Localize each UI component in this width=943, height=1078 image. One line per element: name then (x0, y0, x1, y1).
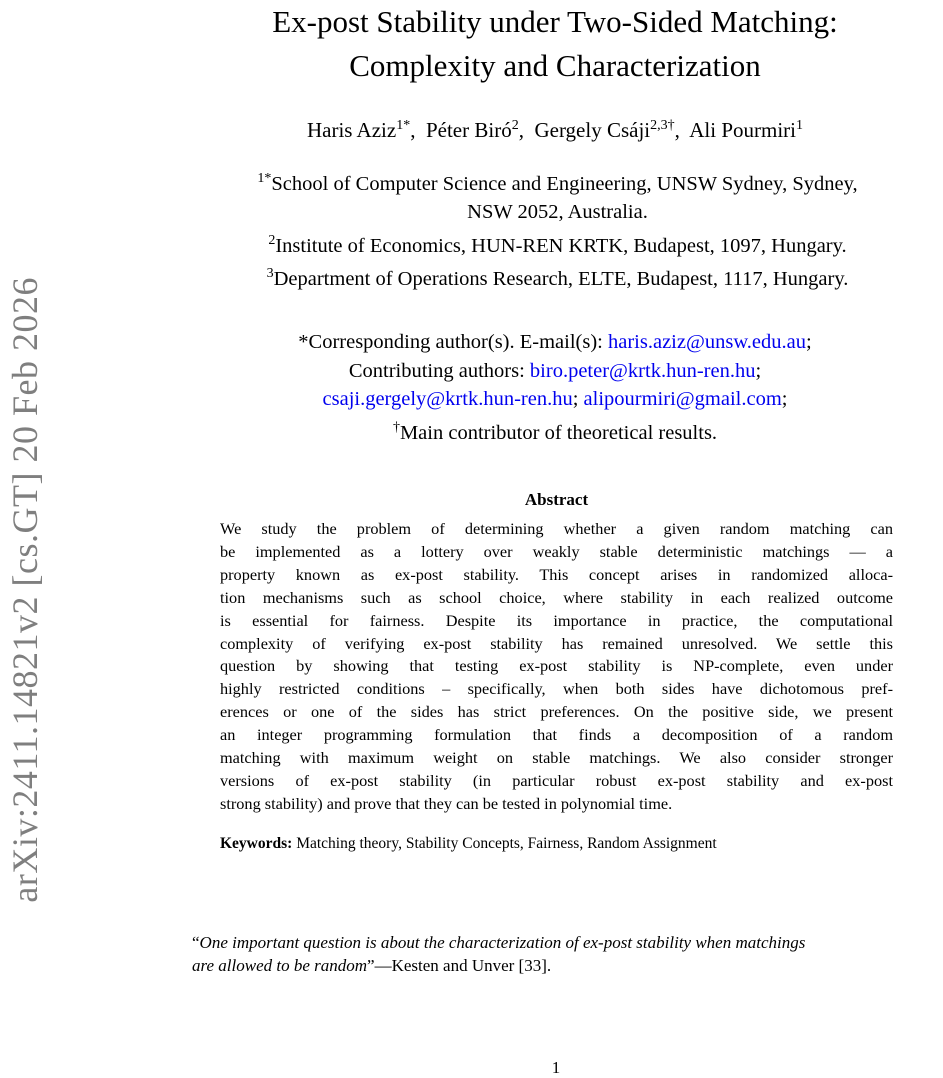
main-contributor-note (180, 414, 930, 447)
abstract-line: be implemented as a lottery over weakly stable deterministic matchings — a (220, 541, 893, 561)
abstract-line: property known as ex-post stability. This concept arises in randomized alloca- (220, 564, 893, 584)
quote-italic-text: are allowed to be random (192, 956, 368, 975)
author-affil-sup: 2 (511, 118, 519, 133)
corr-label: *Corresponding author(s). E-mail(s): (298, 331, 608, 353)
correspondence (180, 328, 930, 447)
affiliations (190, 165, 925, 293)
affiliation-1 (190, 165, 925, 198)
author-name: Haris Aziz (306, 118, 397, 142)
title-line-2: Complexity and Characterization (349, 48, 761, 83)
author-affil-sup: 1* (396, 118, 411, 133)
abstract-line: erences or one of the sides has strict preferences. On the positive side, we present (220, 702, 893, 722)
abstract-line: question by showing that testing ex-post stability is NP-complete, even under (220, 656, 893, 676)
email-link-csaji[interactable]: csaji.gergely@krtk.hun-ren.hu (322, 388, 573, 410)
affiliation-text: School of Computer Science and Engineering, UNSW Sydney, Sydney, (271, 172, 858, 195)
abstract-line: matching with maximum weight on stable matchings. We also consider stronger (220, 748, 893, 768)
separator: ; (572, 388, 584, 410)
separator: ; (755, 359, 762, 382)
affiliation-1-cont: NSW 2052, Australia. (467, 201, 648, 224)
author-name: Péter Biró (425, 118, 512, 142)
author-affil-sup: 2,3† (650, 118, 675, 133)
affiliation-3 (190, 260, 925, 293)
quote-line-1 (192, 931, 943, 954)
abstract-line: is essential for fairness. Despite its importance in practice, the computational (220, 610, 893, 630)
email-link-aziz[interactable]: haris.aziz@unsw.edu.au (608, 331, 806, 353)
affiliation-2 (190, 227, 925, 260)
title-line-1: Ex-post Stability under Two-Sided Matching: (272, 4, 838, 39)
quote-line-2 (192, 954, 943, 977)
abstract-line: We study the problem of determining whether a given random matching can (220, 519, 893, 538)
keywords-text: Matching theory, Stability Concepts, Fairness, Random Assignment (292, 835, 717, 852)
contributing-authors-line (180, 357, 930, 386)
abstract-line: versions of ex-post stability (in particular robust ex-post stability and ex-post (220, 770, 893, 790)
keywords (220, 835, 893, 853)
affiliation-text: Institute of Economics, HUN-REN KRTK, Budapest, 1097, Hungary. (275, 234, 847, 257)
abstract-line: strong stability) and prove that they can be tested in polynomial time. (220, 793, 673, 813)
email-link-pourmiri[interactable]: alipourmiri@gmail.com (583, 388, 782, 410)
page-number: 1 (551, 1058, 561, 1077)
separator: ; (781, 388, 788, 410)
affiliation-sup: 3 (266, 266, 274, 282)
abstract-heading: Abstract (524, 490, 589, 509)
abstract-line: tion mechanisms such as school choice, where stability in each realized outcome (220, 587, 893, 607)
author-name: Gergely Csáji (534, 118, 651, 142)
affiliation-text: Department of Operations Research, ELTE, Budapest, 1117, Hungary. (273, 267, 849, 290)
corresponding-author-line (180, 328, 930, 357)
author-name: Ali Pourmiri (689, 118, 796, 142)
quote-open-mark: “ (192, 933, 200, 952)
keywords-label: Keywords: (220, 835, 293, 852)
abstract-body (220, 518, 893, 816)
affiliation-sup: 2 (268, 232, 276, 248)
separator: ; (806, 331, 812, 353)
email-link-biro[interactable]: biro.peter@krtk.hun-ren.hu (529, 359, 756, 382)
quote-attribution: ”—Kesten and Unver [33]. (367, 956, 552, 975)
epigraph-quote (192, 931, 943, 977)
paper-title (150, 0, 943, 88)
arxiv-side-label (0, 230, 50, 950)
abstract-line: highly restricted conditions – specifically, when both sides have dichotomous pref- (220, 679, 893, 699)
abstract-line: an integer programming formulation that finds a decomposition of a random (220, 725, 893, 745)
arxiv-identifier: arXiv:2411.14821v2 [cs.GT] 20 Feb 2026 (5, 277, 45, 903)
contributing-emails-line (180, 385, 930, 414)
main-contributor-text: Main contributor of theoretical results. (399, 421, 718, 444)
contrib-label: Contributing authors: (348, 359, 530, 382)
affiliation-sup: 1* (257, 171, 272, 186)
dagger-mark: † (392, 419, 400, 435)
abstract-line: complexity of verifying ex-post stability has remained unresolved. We settle this (220, 633, 893, 653)
quote-italic-text: One important question is about the characterization of ex-post stability when matchings (199, 933, 806, 952)
author-list: Haris Aziz$^{1*}$, Péter Biró$^2$, Gergely Csáji$^{2,3\dagger}$, Ali Pourmiri$^1$ (306, 118, 803, 142)
author-affil-sup: 1 (796, 118, 803, 133)
